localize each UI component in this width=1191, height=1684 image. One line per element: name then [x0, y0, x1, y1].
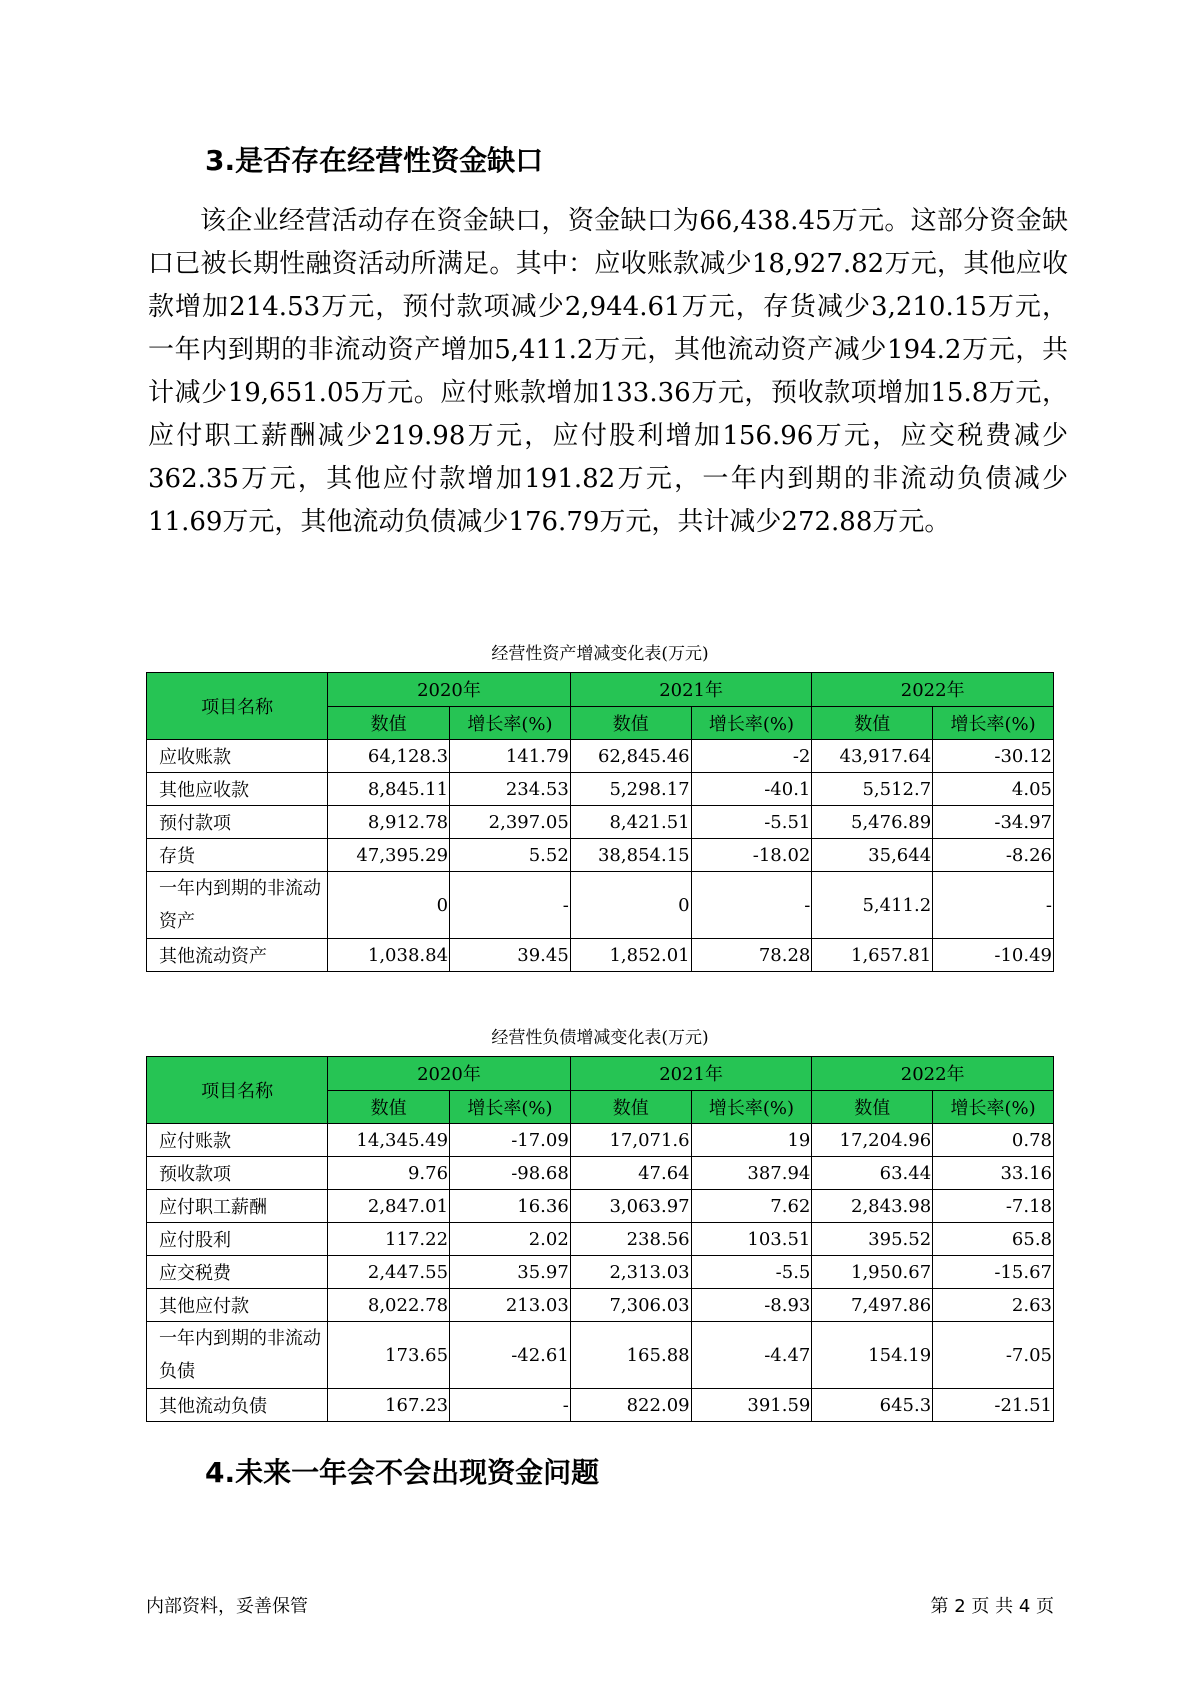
table-row — [147, 872, 1054, 939]
value-cell: 7,306.03 — [570, 1289, 691, 1322]
growth-cell: -5.5 — [691, 1256, 812, 1289]
value-cell: 8,845.11 — [328, 773, 450, 806]
growth-cell: -2 — [691, 740, 812, 773]
section-heading-3: 3.是否存在经营性资金缺口 — [205, 144, 544, 177]
growth-cell: 141.79 — [450, 740, 571, 773]
growth-cell: -30.12 — [933, 740, 1054, 773]
row-label: 预收款项 — [147, 1157, 328, 1190]
table-row — [147, 1223, 1054, 1256]
name-column-header: 项目名称 — [147, 673, 328, 740]
row-label: 应交税费 — [147, 1256, 328, 1289]
growth-header: 增长率(%) — [691, 706, 812, 740]
row-label: 存货 — [147, 839, 328, 872]
value-cell: 167.23 — [328, 1389, 450, 1422]
value-cell: 822.09 — [570, 1389, 691, 1422]
row-label: 其他应付款 — [147, 1289, 328, 1322]
row-label: 应付股利 — [147, 1223, 328, 1256]
row-label: 其他流动资产 — [147, 939, 328, 972]
row-label: 一年内到期的非流动资产 — [147, 872, 328, 939]
value-cell: 117.22 — [328, 1223, 450, 1256]
value-cell: 35,644 — [812, 839, 933, 872]
growth-cell: - — [691, 872, 812, 939]
growth-cell: 2.02 — [450, 1223, 571, 1256]
growth-cell: - — [450, 872, 571, 939]
row-label: 其他流动负债 — [147, 1389, 328, 1422]
growth-cell: -40.1 — [691, 773, 812, 806]
year-header: 2021年 — [570, 673, 812, 707]
value-header: 数值 — [812, 1090, 933, 1124]
growth-cell: 213.03 — [450, 1289, 571, 1322]
value-cell: 64,128.3 — [328, 740, 450, 773]
value-cell: 2,313.03 — [570, 1256, 691, 1289]
growth-cell: -15.67 — [933, 1256, 1054, 1289]
growth-cell: -7.18 — [933, 1190, 1054, 1223]
table1-caption: 经营性资产增减变化表(万元) — [491, 644, 709, 664]
table-row — [147, 1322, 1054, 1389]
growth-cell: 4.05 — [933, 773, 1054, 806]
growth-cell: 391.59 — [691, 1389, 812, 1422]
growth-cell: 7.62 — [691, 1190, 812, 1223]
growth-cell: -34.97 — [933, 806, 1054, 839]
growth-cell: 0.78 — [933, 1124, 1054, 1157]
growth-cell: -8.93 — [691, 1289, 812, 1322]
row-label: 一年内到期的非流动负债 — [147, 1322, 328, 1389]
table-row — [147, 1190, 1054, 1223]
table-row — [147, 1389, 1054, 1422]
value-cell: 7,497.86 — [812, 1289, 933, 1322]
table-row — [147, 1124, 1054, 1157]
value-cell: 47,395.29 — [328, 839, 450, 872]
table2-caption: 经营性负债增减变化表(万元) — [491, 1028, 709, 1048]
value-cell: 43,917.64 — [812, 740, 933, 773]
footer-confidential-note: 内部资料，妥善保管 — [146, 1596, 308, 1617]
growth-header: 增长率(%) — [933, 1090, 1054, 1124]
growth-cell: 19 — [691, 1124, 812, 1157]
growth-cell: -98.68 — [450, 1157, 571, 1190]
value-header: 数值 — [812, 706, 933, 740]
table-row — [147, 1289, 1054, 1322]
value-cell: 8,912.78 — [328, 806, 450, 839]
value-cell: 5,298.17 — [570, 773, 691, 806]
table-row — [147, 839, 1054, 872]
growth-cell: -10.49 — [933, 939, 1054, 972]
table-row — [147, 773, 1054, 806]
value-cell: 5,512.7 — [812, 773, 933, 806]
value-cell: 0 — [570, 872, 691, 939]
value-cell: 63.44 — [812, 1157, 933, 1190]
value-cell: 165.88 — [570, 1322, 691, 1389]
growth-cell: 78.28 — [691, 939, 812, 972]
growth-cell: 33.16 — [933, 1157, 1054, 1190]
value-cell: 17,204.96 — [812, 1124, 933, 1157]
value-cell: 395.52 — [812, 1223, 933, 1256]
growth-cell: - — [933, 872, 1054, 939]
growth-cell: 39.45 — [450, 939, 571, 972]
growth-cell: 2,397.05 — [450, 806, 571, 839]
table-row — [147, 939, 1054, 972]
growth-header: 增长率(%) — [450, 1090, 571, 1124]
value-cell: 2,843.98 — [812, 1190, 933, 1223]
value-header: 数值 — [570, 706, 691, 740]
growth-header: 增长率(%) — [933, 706, 1054, 740]
value-cell: 17,071.6 — [570, 1124, 691, 1157]
value-cell: 8,022.78 — [328, 1289, 450, 1322]
operating-assets-table — [146, 672, 1054, 972]
growth-cell: 35.97 — [450, 1256, 571, 1289]
growth-cell: -8.26 — [933, 839, 1054, 872]
growth-cell: 103.51 — [691, 1223, 812, 1256]
growth-header: 增长率(%) — [691, 1090, 812, 1124]
growth-cell: -5.51 — [691, 806, 812, 839]
value-cell: 47.64 — [570, 1157, 691, 1190]
name-column-header: 项目名称 — [147, 1057, 328, 1124]
growth-cell: 387.94 — [691, 1157, 812, 1190]
table-row — [147, 1256, 1054, 1289]
growth-header: 增长率(%) — [450, 706, 571, 740]
year-header: 2022年 — [812, 673, 1054, 707]
year-header: 2020年 — [328, 673, 571, 707]
growth-cell: -17.09 — [450, 1124, 571, 1157]
value-cell: 38,854.15 — [570, 839, 691, 872]
value-cell: 154.19 — [812, 1322, 933, 1389]
value-cell: 173.65 — [328, 1322, 450, 1389]
body-paragraph: 该企业经营活动存在资金缺口，资金缺口为66,438.45万元。这部分资金缺口已被长期性融资活动所满足。其中：应收账款减少18,927.82万元，其他应收款增加214.53万元，预付款项减少2,944.61万元，存货减少3,210.15万元，一年内到期的非流动资产增加5,411.2万元，其他流动资产减少194.2万元，共计减少19,651.05万元。应付账款增加133.36万元，预收款项增加15.8万元，应付职工薪酬减少219.98万元，应付股利增加156.96万元，应交税费减少362.35万元，其他应付款增加191.82万元，一年内到期的非流动负债减少11.69万元，其他流动负债减少176.79万元，共计减少272.88万元。 — [148, 206, 1068, 537]
section-heading-4: 4.未来一年会不会出现资金问题 — [205, 1456, 600, 1489]
value-cell: 14,345.49 — [328, 1124, 450, 1157]
row-label: 应收账款 — [147, 740, 328, 773]
value-cell: 2,847.01 — [328, 1190, 450, 1223]
value-cell: 0 — [328, 872, 450, 939]
operating-liabilities-table — [146, 1056, 1054, 1422]
value-cell: 1,038.84 — [328, 939, 450, 972]
footer-page-number: 第 2 页 共 4 页 — [930, 1596, 1054, 1617]
value-cell: 238.56 — [570, 1223, 691, 1256]
growth-cell: -21.51 — [933, 1389, 1054, 1422]
growth-cell: 234.53 — [450, 773, 571, 806]
value-cell: 1,950.67 — [812, 1256, 933, 1289]
year-header: 2022年 — [812, 1057, 1054, 1091]
value-header: 数值 — [570, 1090, 691, 1124]
value-cell: 645.3 — [812, 1389, 933, 1422]
value-cell: 8,421.51 — [570, 806, 691, 839]
row-label: 应付账款 — [147, 1124, 328, 1157]
growth-cell: -4.47 — [691, 1322, 812, 1389]
value-header: 数值 — [328, 706, 450, 740]
row-label: 预付款项 — [147, 806, 328, 839]
value-cell: 62,845.46 — [570, 740, 691, 773]
value-cell: 5,411.2 — [812, 872, 933, 939]
growth-cell: -42.61 — [450, 1322, 571, 1389]
row-label: 其他应收款 — [147, 773, 328, 806]
growth-cell: 65.8 — [933, 1223, 1054, 1256]
value-cell: 3,063.97 — [570, 1190, 691, 1223]
growth-cell: 16.36 — [450, 1190, 571, 1223]
value-cell: 1,852.01 — [570, 939, 691, 972]
growth-cell: -7.05 — [933, 1322, 1054, 1389]
value-cell: 5,476.89 — [812, 806, 933, 839]
row-label: 应付职工薪酬 — [147, 1190, 328, 1223]
growth-cell: - — [450, 1389, 571, 1422]
value-cell: 9.76 — [328, 1157, 450, 1190]
growth-cell: -18.02 — [691, 839, 812, 872]
growth-cell: 5.52 — [450, 839, 571, 872]
table-row — [147, 806, 1054, 839]
value-cell: 1,657.81 — [812, 939, 933, 972]
value-cell: 2,447.55 — [328, 1256, 450, 1289]
year-header: 2021年 — [570, 1057, 812, 1091]
table-row — [147, 1157, 1054, 1190]
value-header: 数值 — [328, 1090, 450, 1124]
growth-cell: 2.63 — [933, 1289, 1054, 1322]
table-row — [147, 740, 1054, 773]
year-header: 2020年 — [328, 1057, 571, 1091]
